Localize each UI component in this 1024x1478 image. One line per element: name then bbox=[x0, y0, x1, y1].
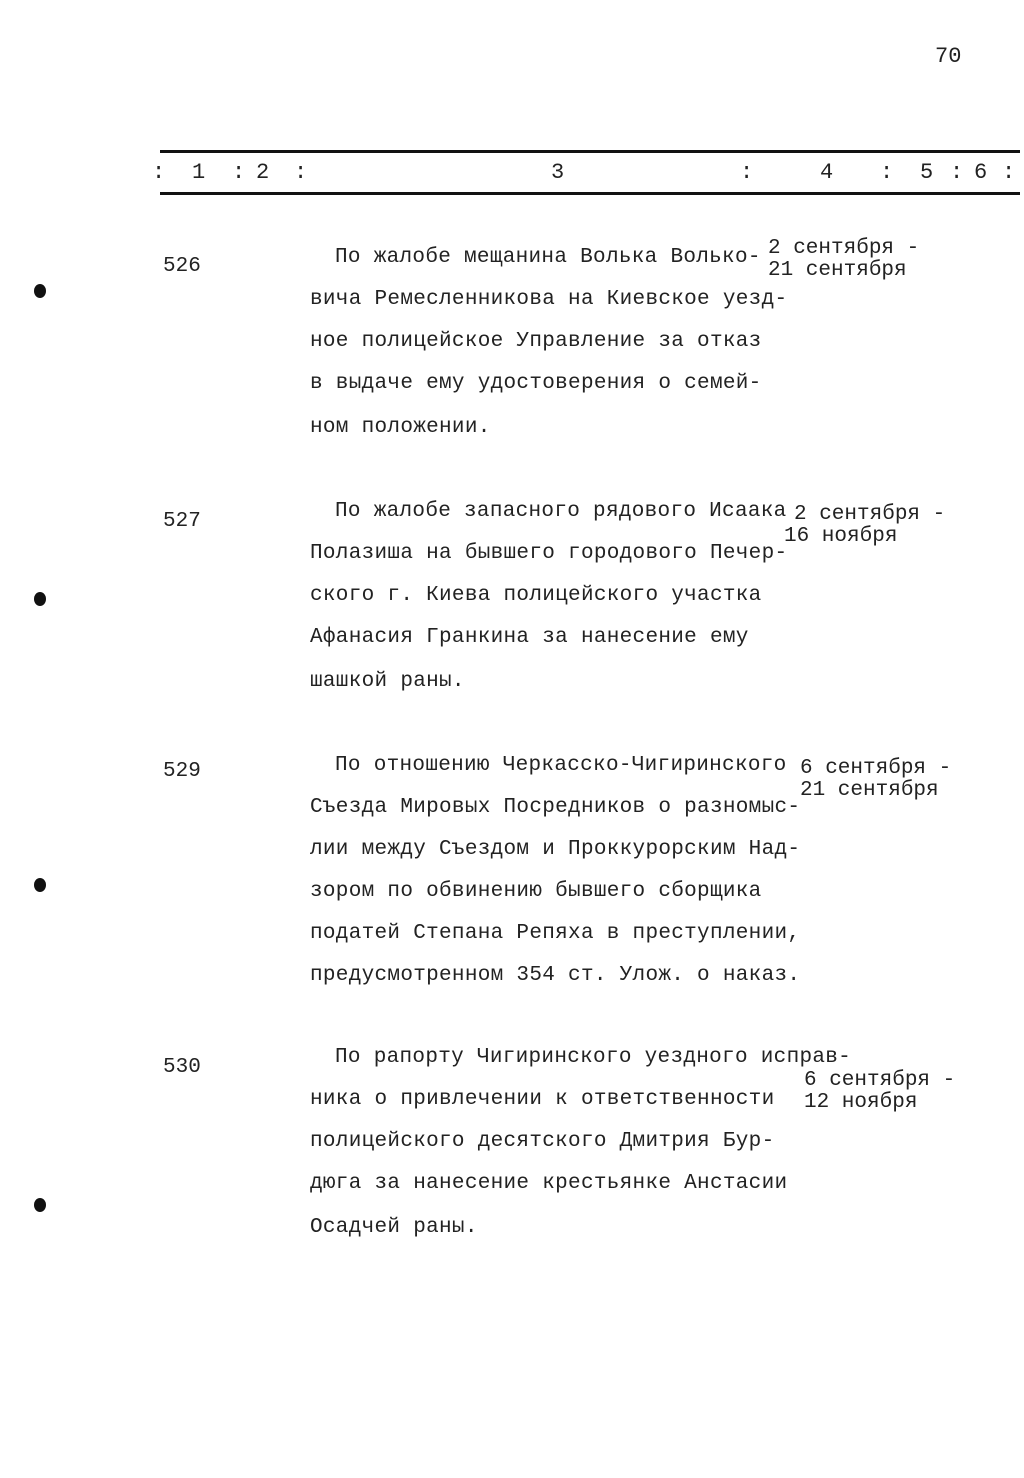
entry-text-line: ского г. Киева полицейского участка bbox=[310, 584, 762, 607]
separator: : bbox=[232, 160, 246, 185]
entry-number: 527 bbox=[163, 510, 201, 533]
entry-number: 529 bbox=[163, 760, 201, 783]
entry-text-line: предусмотренном 354 ст. Улож. о наказ. bbox=[310, 964, 801, 987]
date-from: 2 сентября - bbox=[794, 503, 946, 526]
separator: : bbox=[740, 160, 754, 185]
entry-number: 526 bbox=[163, 255, 201, 278]
entry-text-line: Осадчей раны. bbox=[310, 1216, 478, 1239]
entry-text-line: По отношению Черкасско-Чигиринского bbox=[335, 754, 787, 777]
column-header-1: 1 bbox=[192, 160, 206, 185]
date-to: 12 ноября bbox=[804, 1091, 918, 1114]
date-from: 6 сентября - bbox=[800, 757, 952, 780]
date-from: 2 сентября - bbox=[768, 237, 920, 260]
separator: : bbox=[152, 160, 166, 185]
date-to: 21 сентября bbox=[800, 779, 939, 802]
entry-number: 530 bbox=[163, 1056, 201, 1079]
column-header-6: 6 bbox=[974, 160, 988, 185]
date-to: 21 сентября bbox=[768, 259, 907, 282]
date-from: 6 сентября - bbox=[804, 1069, 956, 1092]
entry-text-line: лии между Съездом и Проккурорским Над- bbox=[310, 838, 801, 861]
punch-hole bbox=[34, 284, 46, 298]
punch-hole bbox=[34, 878, 46, 892]
separator: : bbox=[950, 160, 964, 185]
punch-hole bbox=[34, 592, 46, 606]
header-top-rule bbox=[160, 150, 1020, 153]
entry-text-line: дюга за нанесение крестьянке Анстасии bbox=[310, 1172, 788, 1195]
entry-text-line: вича Ремесленникова на Киевское уезд- bbox=[310, 288, 788, 311]
column-header-5: 5 bbox=[920, 160, 934, 185]
separator: : bbox=[1002, 160, 1016, 185]
punch-hole bbox=[34, 1198, 46, 1212]
separator: : bbox=[880, 160, 894, 185]
entry-text-line: Афанасия Гранкина за нанесение ему bbox=[310, 626, 749, 649]
entry-text-line: полицейского десятского Дмитрия Бур- bbox=[310, 1130, 775, 1153]
column-header-4: 4 bbox=[820, 160, 834, 185]
entry-text-line: Съезда Мировых Посредников о разномыс- bbox=[310, 796, 801, 819]
entry-text-line: в выдаче ему удостоверения о семей- bbox=[310, 372, 762, 395]
entry-text-line: шашкой раны. bbox=[310, 670, 465, 693]
entry-text-line: податей Степана Репяха в преступлении, bbox=[310, 922, 801, 945]
column-header-2: 2 bbox=[256, 160, 270, 185]
date-to: 16 ноября bbox=[784, 525, 898, 548]
page-number: 70 bbox=[935, 44, 962, 69]
entry-text-line: По жалобе мещанина Волька Волько- bbox=[335, 246, 761, 269]
entry-text-line: По рапорту Чигиринского уездного исправ- bbox=[335, 1046, 852, 1069]
entry-text-line: По жалобе запасного рядового Исаака bbox=[335, 500, 787, 523]
entry-text-line: ное полицейское Управление за отказ bbox=[310, 330, 762, 353]
entry-text-line: ника о привлечении к ответственности bbox=[310, 1088, 775, 1111]
entry-text-line: Полазиша на бывшего городового Печер- bbox=[310, 542, 788, 565]
header-bottom-rule bbox=[160, 192, 1020, 195]
column-header-3: 3 bbox=[551, 160, 565, 185]
entry-text-line: ном положении. bbox=[310, 416, 491, 439]
separator: : bbox=[294, 160, 308, 185]
entry-text-line: зором по обвинению бывшего сборщика bbox=[310, 880, 762, 903]
